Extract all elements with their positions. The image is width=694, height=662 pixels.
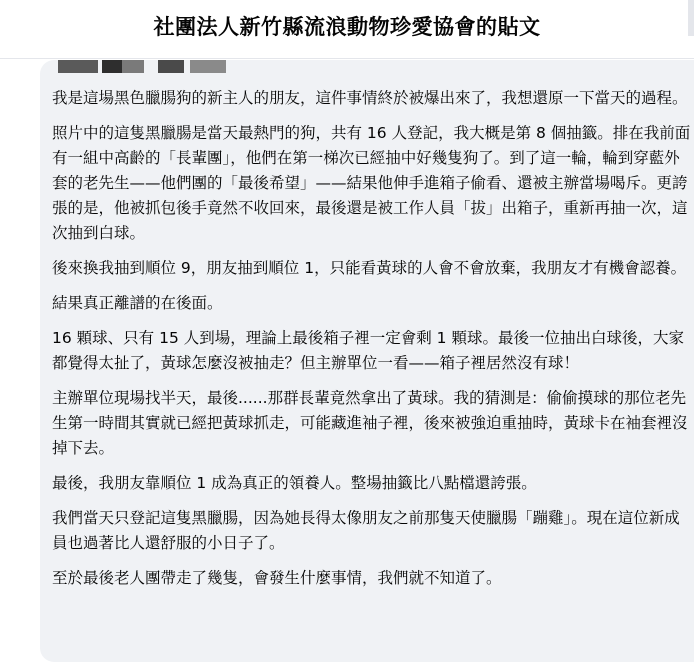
post-paragraph: 我是這場黑色臘腸狗的新主人的朋友，這件事情終於被爆出來了，我想還原一下當天的過程。 (52, 89, 688, 107)
redaction-block (122, 60, 144, 73)
post-paragraph: 至於最後老人團帶走了幾隻，會發生什麼事情，我們就不知道了。 (52, 569, 502, 587)
post-paragraph: 我們當天只登記這隻黑臘腸，因為她長得太像朋友之前那隻天使臘腸「蹦雞」。現在這位新成員也過著比人還舒服的小日子了。 (52, 509, 680, 552)
redaction-block (102, 60, 122, 73)
redaction-block (158, 60, 184, 73)
post-paragraph: 照片中的這隻黑臘腸是當天最熱門的狗，共有 16 人登記，我大概是第 8 個抽籤。排在我前面有一組中高齡的「長輩團」，他們在第一梯次已經抽中好幾隻狗了。到了這一輪，輪到穿藍外套的老先生——他們團的「最後希望」——結果他伸手進箱子偷看、還被主辦當場喝斥。更誇張的是，他被抓包後手竟然不收回來，最後還是被工作人員「拔」出箱子，重新再抽一次，這次抽到白球。 (52, 124, 691, 242)
post-body (52, 86, 692, 601)
post-paragraph: 結果真正離譜的在後面。 (52, 294, 223, 312)
post-paragraph: 最後，我朋友靠順位 1 成為真正的領養人。整場抽籤比八點檔還誇張。 (52, 474, 537, 492)
post-paragraph: 主辦單位現場找半天，最後......那群長輩竟然拿出了黃球。我的猜測是：偷偷摸球的那位老先生第一時間其實就已經把黃球抓走，可能藏進袖子裡，後來被強迫重抽時，黃球卡在袖套裡沒掉下去。 (52, 389, 688, 457)
redaction-block (190, 60, 226, 73)
post-header (0, 0, 694, 59)
post-paragraph: 16 顆球、只有 15 人到場，理論上最後箱子裡一定會剩 1 顆球。最後一位抽出白球後，大家都覺得太扯了，黃球怎麼沒被抽走？但主辦單位一看——箱子裡居然沒有球！ (52, 329, 684, 372)
header-edge (688, 0, 694, 36)
page-title: 社團法人新竹縣流浪動物珍愛協會的貼文 (153, 15, 541, 39)
post-paragraph: 後來換我抽到順位 9，朋友抽到順位 1，只能看黃球的人會不會放棄，我朋友才有機會認養。 (52, 259, 687, 277)
redaction-block (58, 60, 98, 73)
post-card (40, 60, 694, 662)
